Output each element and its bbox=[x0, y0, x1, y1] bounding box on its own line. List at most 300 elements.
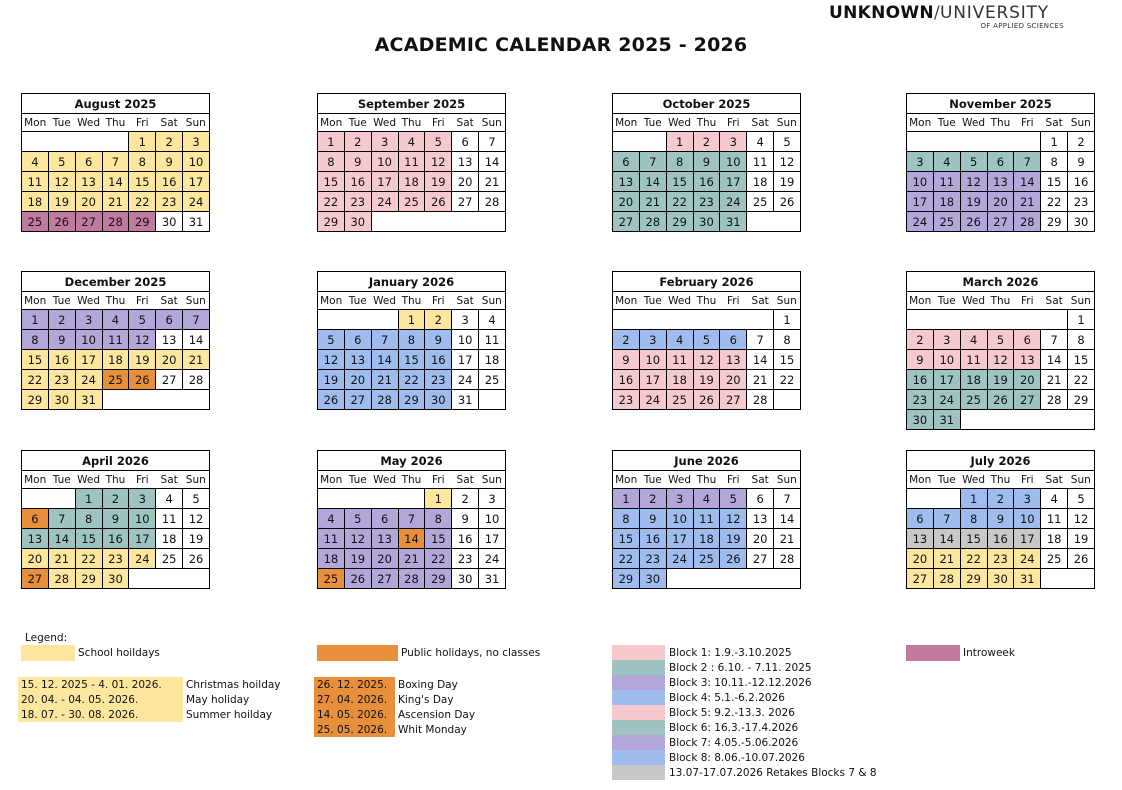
day-cell: 12 bbox=[960, 172, 987, 192]
empty-day-cell bbox=[479, 390, 506, 410]
weekday-header: Fri bbox=[727, 294, 740, 307]
day-cell: 4 bbox=[1041, 489, 1068, 509]
weekday-header: Wed bbox=[962, 294, 986, 307]
empty-day-cell bbox=[666, 569, 693, 589]
weekday-header: Mon bbox=[909, 116, 932, 129]
weekday-header: Wed bbox=[668, 116, 692, 129]
day-cell: 21 bbox=[639, 192, 666, 212]
day-cell: 20 bbox=[613, 192, 640, 212]
day-cell: 15 bbox=[425, 529, 452, 549]
day-cell: 30 bbox=[48, 390, 75, 410]
month-calendar bbox=[612, 93, 801, 232]
logo-slash: / bbox=[933, 3, 940, 23]
empty-day-cell bbox=[75, 132, 102, 152]
day-cell: 14 bbox=[398, 529, 425, 549]
empty-day-cell bbox=[1014, 132, 1041, 152]
block-legend-row bbox=[612, 645, 877, 660]
block-legend-row bbox=[612, 750, 877, 765]
day-cell: 30 bbox=[102, 569, 129, 589]
day-cell: 8 bbox=[425, 509, 452, 529]
day-cell: 8 bbox=[22, 330, 49, 350]
day-cell: 2 bbox=[639, 489, 666, 509]
day-cell: 16 bbox=[639, 529, 666, 549]
empty-day-cell bbox=[1068, 410, 1095, 430]
day-cell: 10 bbox=[1014, 509, 1041, 529]
block-legend bbox=[612, 645, 877, 780]
block-color-swatch bbox=[612, 660, 665, 675]
day-cell: 25 bbox=[102, 370, 129, 390]
day-cell: 24 bbox=[75, 370, 102, 390]
day-cell: 6 bbox=[344, 330, 371, 350]
weekday-header: Wed bbox=[962, 473, 986, 486]
month-calendar bbox=[21, 271, 210, 410]
empty-day-cell bbox=[1068, 569, 1095, 589]
day-cell: 31 bbox=[720, 212, 747, 232]
day-cell: 28 bbox=[747, 390, 774, 410]
weekday-header: Sat bbox=[456, 473, 474, 486]
day-cell: 18 bbox=[102, 350, 129, 370]
day-cell: 30 bbox=[987, 569, 1014, 589]
empty-day-cell bbox=[933, 489, 960, 509]
weekday-header: Tue bbox=[643, 294, 662, 307]
day-cell: 13 bbox=[747, 509, 774, 529]
weekday-header: Sun bbox=[481, 294, 502, 307]
public-holiday-date: 14. 05. 2026. bbox=[314, 707, 395, 722]
day-cell: 28 bbox=[1014, 212, 1041, 232]
day-cell: 17 bbox=[479, 529, 506, 549]
block-legend-row bbox=[612, 735, 877, 750]
day-cell: 27 bbox=[344, 390, 371, 410]
weekday-header: Sat bbox=[1045, 294, 1063, 307]
day-cell: 15 bbox=[318, 172, 345, 192]
day-cell: 5 bbox=[720, 489, 747, 509]
day-cell: 26 bbox=[693, 390, 720, 410]
day-cell: 19 bbox=[774, 172, 801, 192]
school-holiday-list bbox=[18, 677, 284, 722]
day-cell: 19 bbox=[960, 192, 987, 212]
weekday-header: Mon bbox=[615, 473, 638, 486]
day-cell: 7 bbox=[183, 310, 210, 330]
public-holiday-name: King's Day bbox=[398, 693, 454, 706]
month-calendar bbox=[21, 93, 210, 232]
public-holiday-date: 26. 12. 2025. bbox=[314, 677, 395, 692]
weekday-header: Wed bbox=[668, 473, 692, 486]
empty-day-cell bbox=[1014, 410, 1041, 430]
day-cell: 27 bbox=[987, 212, 1014, 232]
day-cell: 20 bbox=[747, 529, 774, 549]
day-cell: 11 bbox=[933, 172, 960, 192]
block-legend-label: Block 2 : 6.10. - 7.11. 2025 bbox=[669, 661, 812, 674]
day-cell: 14 bbox=[639, 172, 666, 192]
weekday-header: Fri bbox=[1021, 294, 1034, 307]
day-cell: 29 bbox=[1041, 212, 1068, 232]
day-cell: 20 bbox=[907, 549, 934, 569]
day-cell: 13 bbox=[720, 350, 747, 370]
day-cell: 16 bbox=[156, 172, 183, 192]
empty-day-cell bbox=[479, 212, 506, 232]
day-cell: 1 bbox=[960, 489, 987, 509]
block-legend-label: Block 1: 1.9.-3.10.2025 bbox=[669, 646, 792, 659]
empty-day-cell bbox=[907, 310, 934, 330]
weekday-header: Sun bbox=[776, 116, 797, 129]
day-cell: 15 bbox=[960, 529, 987, 549]
day-cell: 25 bbox=[933, 212, 960, 232]
block-legend-label: Block 4: 5.1.-6.2.2026 bbox=[669, 691, 785, 704]
day-cell: 5 bbox=[1068, 489, 1095, 509]
day-cell: 12 bbox=[1068, 509, 1095, 529]
public-holiday-row bbox=[314, 677, 478, 692]
weekday-header: Sun bbox=[481, 473, 502, 486]
empty-day-cell bbox=[747, 569, 774, 589]
day-cell: 22 bbox=[960, 549, 987, 569]
school-holiday-label: School hoildays bbox=[78, 647, 160, 659]
empty-day-cell bbox=[747, 310, 774, 330]
day-cell: 21 bbox=[48, 549, 75, 569]
day-cell: 18 bbox=[398, 172, 425, 192]
weekday-header: Thu bbox=[696, 116, 717, 129]
day-cell: 29 bbox=[666, 212, 693, 232]
day-cell: 21 bbox=[774, 529, 801, 549]
day-cell: 20 bbox=[22, 549, 49, 569]
day-cell: 15 bbox=[666, 172, 693, 192]
public-holiday-row bbox=[314, 707, 478, 722]
day-cell: 1 bbox=[1068, 310, 1095, 330]
day-cell: 2 bbox=[452, 489, 479, 509]
public-holiday-date: 25. 05. 2026. bbox=[314, 722, 395, 737]
day-cell: 23 bbox=[1068, 192, 1095, 212]
day-cell: 14 bbox=[102, 172, 129, 192]
month-title: November 2025 bbox=[907, 94, 1095, 114]
empty-day-cell bbox=[156, 569, 183, 589]
day-cell: 11 bbox=[398, 152, 425, 172]
legend-heading: Legend: bbox=[25, 632, 68, 644]
day-cell: 25 bbox=[22, 212, 49, 232]
public-holiday-row bbox=[314, 722, 478, 737]
weekday-header: Tue bbox=[348, 116, 367, 129]
month-title: January 2026 bbox=[318, 272, 506, 292]
day-cell: 25 bbox=[693, 549, 720, 569]
weekday-header: Sat bbox=[456, 116, 474, 129]
day-cell: 23 bbox=[48, 370, 75, 390]
day-cell: 6 bbox=[907, 509, 934, 529]
day-cell: 4 bbox=[933, 152, 960, 172]
day-cell: 3 bbox=[666, 489, 693, 509]
day-cell: 31 bbox=[1014, 569, 1041, 589]
day-cell: 5 bbox=[960, 152, 987, 172]
weekday-header: Wed bbox=[373, 294, 397, 307]
day-cell: 29 bbox=[22, 390, 49, 410]
day-cell: 13 bbox=[613, 172, 640, 192]
day-cell: 30 bbox=[639, 569, 666, 589]
day-cell: 22 bbox=[1041, 192, 1068, 212]
day-cell: 13 bbox=[907, 529, 934, 549]
weekday-header: Fri bbox=[136, 116, 149, 129]
day-cell: 4 bbox=[102, 310, 129, 330]
day-cell: 13 bbox=[75, 172, 102, 192]
day-cell: 31 bbox=[933, 410, 960, 430]
weekday-header: Tue bbox=[937, 294, 956, 307]
day-cell: 7 bbox=[774, 489, 801, 509]
day-cell: 2 bbox=[425, 310, 452, 330]
day-cell: 17 bbox=[183, 172, 210, 192]
day-cell: 11 bbox=[156, 509, 183, 529]
day-cell: 3 bbox=[129, 489, 156, 509]
day-cell: 9 bbox=[344, 152, 371, 172]
day-cell: 16 bbox=[987, 529, 1014, 549]
day-cell: 14 bbox=[933, 529, 960, 549]
day-cell: 5 bbox=[344, 509, 371, 529]
weekday-header: Wed bbox=[77, 294, 101, 307]
block-legend-label: 13.07-17.07.2026 Retakes Blocks 7 & 8 bbox=[669, 766, 877, 779]
day-cell: 21 bbox=[398, 549, 425, 569]
day-cell: 6 bbox=[452, 132, 479, 152]
day-cell: 11 bbox=[479, 330, 506, 350]
weekday-header: Fri bbox=[727, 116, 740, 129]
day-cell: 9 bbox=[693, 152, 720, 172]
day-cell: 6 bbox=[987, 152, 1014, 172]
block-legend-label: Block 8: 8.06.-10.07.2026 bbox=[669, 751, 805, 764]
day-cell: 26 bbox=[774, 192, 801, 212]
day-cell: 10 bbox=[933, 350, 960, 370]
month-calendar bbox=[317, 450, 506, 589]
day-cell: 2 bbox=[156, 132, 183, 152]
day-cell: 12 bbox=[425, 152, 452, 172]
weekday-header: Sun bbox=[185, 473, 206, 486]
empty-day-cell bbox=[774, 569, 801, 589]
day-cell: 9 bbox=[156, 152, 183, 172]
day-cell: 30 bbox=[156, 212, 183, 232]
day-cell: 1 bbox=[318, 132, 345, 152]
day-cell: 18 bbox=[318, 549, 345, 569]
day-cell: 23 bbox=[639, 549, 666, 569]
block-color-swatch bbox=[612, 735, 665, 750]
school-holiday-swatch bbox=[21, 645, 75, 661]
day-cell: 20 bbox=[75, 192, 102, 212]
weekday-header: Sun bbox=[185, 294, 206, 307]
day-cell: 26 bbox=[720, 549, 747, 569]
day-cell: 24 bbox=[1014, 549, 1041, 569]
weekday-header: Sun bbox=[1070, 294, 1091, 307]
day-cell: 10 bbox=[907, 172, 934, 192]
day-cell: 4 bbox=[318, 509, 345, 529]
weekday-header: Thu bbox=[696, 473, 717, 486]
day-cell: 17 bbox=[666, 529, 693, 549]
day-cell: 19 bbox=[48, 192, 75, 212]
day-cell: 17 bbox=[129, 529, 156, 549]
empty-day-cell bbox=[639, 310, 666, 330]
day-cell: 24 bbox=[933, 390, 960, 410]
empty-day-cell bbox=[183, 569, 210, 589]
weekday-header: Thu bbox=[105, 473, 126, 486]
day-cell: 12 bbox=[344, 529, 371, 549]
day-cell: 15 bbox=[22, 350, 49, 370]
month-calendar bbox=[612, 271, 801, 410]
day-cell: 30 bbox=[344, 212, 371, 232]
empty-day-cell bbox=[318, 489, 345, 509]
day-cell: 25 bbox=[1041, 549, 1068, 569]
day-cell: 2 bbox=[48, 310, 75, 330]
day-cell: 23 bbox=[613, 390, 640, 410]
day-cell: 17 bbox=[720, 172, 747, 192]
day-cell: 7 bbox=[48, 509, 75, 529]
day-cell: 6 bbox=[371, 509, 398, 529]
block-color-swatch bbox=[612, 690, 665, 705]
day-cell: 26 bbox=[183, 549, 210, 569]
day-cell: 28 bbox=[183, 370, 210, 390]
day-cell: 21 bbox=[371, 370, 398, 390]
day-cell: 11 bbox=[960, 350, 987, 370]
day-cell: 4 bbox=[960, 330, 987, 350]
empty-day-cell bbox=[907, 489, 934, 509]
block-legend-label: Block 5: 9.2.-13.3. 2026 bbox=[669, 706, 795, 719]
day-cell: 3 bbox=[639, 330, 666, 350]
day-cell: 3 bbox=[933, 330, 960, 350]
block-color-swatch bbox=[612, 675, 665, 690]
day-cell: 8 bbox=[666, 152, 693, 172]
day-cell: 2 bbox=[344, 132, 371, 152]
day-cell: 23 bbox=[452, 549, 479, 569]
day-cell: 16 bbox=[693, 172, 720, 192]
day-cell: 26 bbox=[318, 390, 345, 410]
day-cell: 8 bbox=[75, 509, 102, 529]
day-cell: 10 bbox=[720, 152, 747, 172]
empty-day-cell bbox=[318, 310, 345, 330]
block-legend-row bbox=[612, 690, 877, 705]
day-cell: 11 bbox=[318, 529, 345, 549]
day-cell: 17 bbox=[75, 350, 102, 370]
day-cell: 22 bbox=[1068, 370, 1095, 390]
day-cell: 19 bbox=[344, 549, 371, 569]
weekday-header: Wed bbox=[373, 116, 397, 129]
day-cell: 27 bbox=[75, 212, 102, 232]
day-cell: 15 bbox=[613, 529, 640, 549]
day-cell: 12 bbox=[183, 509, 210, 529]
logo-university-text: UNIVERSITY bbox=[940, 3, 1049, 23]
day-cell: 20 bbox=[452, 172, 479, 192]
school-holiday-row bbox=[18, 707, 284, 722]
day-cell: 3 bbox=[452, 310, 479, 330]
weekday-header: Sat bbox=[160, 473, 178, 486]
day-cell: 8 bbox=[398, 330, 425, 350]
month-calendar bbox=[317, 271, 506, 410]
day-cell: 2 bbox=[693, 132, 720, 152]
day-cell: 1 bbox=[1041, 132, 1068, 152]
day-cell: 29 bbox=[425, 569, 452, 589]
day-cell: 21 bbox=[747, 370, 774, 390]
weekday-header: Wed bbox=[373, 473, 397, 486]
school-holiday-row bbox=[18, 692, 284, 707]
day-cell: 8 bbox=[1041, 152, 1068, 172]
day-cell: 8 bbox=[613, 509, 640, 529]
day-cell: 26 bbox=[344, 569, 371, 589]
day-cell: 19 bbox=[318, 370, 345, 390]
empty-day-cell bbox=[1041, 410, 1068, 430]
day-cell: 21 bbox=[183, 350, 210, 370]
block-color-swatch bbox=[612, 765, 665, 780]
day-cell: 5 bbox=[774, 132, 801, 152]
day-cell: 12 bbox=[987, 350, 1014, 370]
day-cell: 18 bbox=[693, 529, 720, 549]
day-cell: 7 bbox=[747, 330, 774, 350]
day-cell: 10 bbox=[129, 509, 156, 529]
weekday-header: Tue bbox=[937, 116, 956, 129]
day-cell: 17 bbox=[933, 370, 960, 390]
empty-day-cell bbox=[344, 489, 371, 509]
day-cell: 13 bbox=[22, 529, 49, 549]
school-holiday-name: Summer hoilday bbox=[186, 708, 273, 721]
empty-day-cell bbox=[693, 569, 720, 589]
weekday-header: Mon bbox=[909, 473, 932, 486]
day-cell: 30 bbox=[452, 569, 479, 589]
day-cell: 18 bbox=[933, 192, 960, 212]
public-holiday-swatch bbox=[317, 645, 398, 661]
day-cell: 5 bbox=[693, 330, 720, 350]
weekday-header: Sun bbox=[481, 116, 502, 129]
day-cell: 5 bbox=[425, 132, 452, 152]
day-cell: 6 bbox=[747, 489, 774, 509]
weekday-header: Mon bbox=[615, 116, 638, 129]
block-color-swatch bbox=[612, 750, 665, 765]
empty-day-cell bbox=[747, 212, 774, 232]
empty-day-cell bbox=[102, 132, 129, 152]
month-title: September 2025 bbox=[318, 94, 506, 114]
day-cell: 25 bbox=[398, 192, 425, 212]
day-cell: 15 bbox=[774, 350, 801, 370]
day-cell: 13 bbox=[371, 529, 398, 549]
empty-day-cell bbox=[774, 212, 801, 232]
day-cell: 26 bbox=[987, 390, 1014, 410]
block-legend-label: Block 7: 4.05.-5.06.2026 bbox=[669, 736, 799, 749]
day-cell: 1 bbox=[129, 132, 156, 152]
day-cell: 22 bbox=[613, 549, 640, 569]
day-cell: 19 bbox=[425, 172, 452, 192]
day-cell: 11 bbox=[747, 152, 774, 172]
day-cell: 31 bbox=[479, 569, 506, 589]
day-cell: 17 bbox=[371, 172, 398, 192]
day-cell: 5 bbox=[129, 310, 156, 330]
day-cell: 11 bbox=[102, 330, 129, 350]
day-cell: 4 bbox=[479, 310, 506, 330]
weekday-header: Tue bbox=[643, 473, 662, 486]
day-cell: 10 bbox=[371, 152, 398, 172]
empty-day-cell bbox=[987, 132, 1014, 152]
weekday-header: Mon bbox=[320, 116, 343, 129]
day-cell: 28 bbox=[48, 569, 75, 589]
block-legend-row bbox=[612, 660, 877, 675]
empty-day-cell bbox=[774, 390, 801, 410]
weekday-header: Fri bbox=[727, 473, 740, 486]
day-cell: 21 bbox=[1041, 370, 1068, 390]
weekday-header: Thu bbox=[990, 116, 1011, 129]
day-cell: 21 bbox=[102, 192, 129, 212]
school-holiday-dates: 20. 04. - 04. 05. 2026. bbox=[18, 692, 183, 707]
day-cell: 2 bbox=[987, 489, 1014, 509]
public-holiday-name: Whit Monday bbox=[398, 723, 467, 736]
day-cell: 13 bbox=[452, 152, 479, 172]
day-cell: 4 bbox=[693, 489, 720, 509]
weekday-header: Thu bbox=[696, 294, 717, 307]
block-legend-row bbox=[612, 765, 877, 780]
weekday-header: Thu bbox=[401, 294, 422, 307]
day-cell: 16 bbox=[907, 370, 934, 390]
block-legend-row bbox=[612, 720, 877, 735]
public-holiday-date: 27. 04. 2026. bbox=[314, 692, 395, 707]
day-cell: 9 bbox=[639, 509, 666, 529]
day-cell: 3 bbox=[1014, 489, 1041, 509]
school-holiday-dates: 18. 07. - 30. 08. 2026. bbox=[18, 707, 183, 722]
day-cell: 5 bbox=[183, 489, 210, 509]
introweek-swatch bbox=[906, 645, 960, 661]
